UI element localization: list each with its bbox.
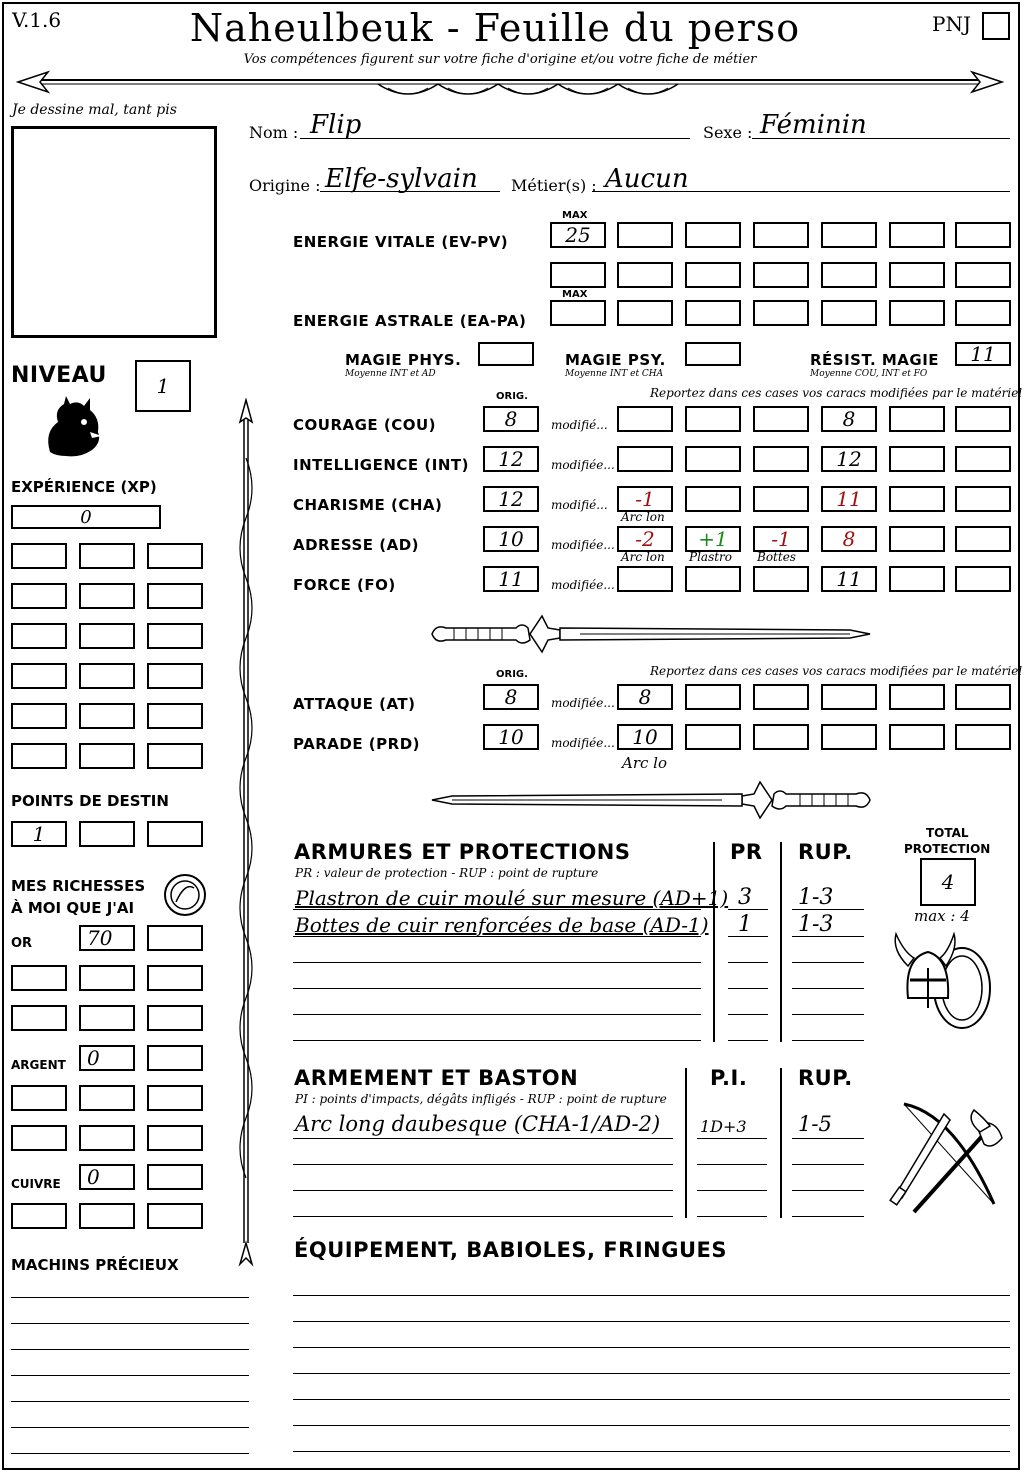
metier-label: Métier(s) : <box>511 176 597 195</box>
stat-cell[interactable] <box>753 406 809 432</box>
prd-cell[interactable] <box>617 724 673 750</box>
cuivre-value: 0 <box>87 1165 100 1189</box>
metier-value[interactable]: Aucun <box>605 164 689 194</box>
argent-label: ARGENT <box>11 1058 66 1072</box>
armor-title: ARMURES ET PROTECTIONS <box>294 840 631 864</box>
stat-label: INTELLIGENCE (INT) <box>293 456 469 474</box>
stat-modified-value <box>755 408 807 430</box>
metier-line <box>592 191 1010 192</box>
ea-cell[interactable] <box>821 300 877 326</box>
niveau-box[interactable] <box>135 360 191 412</box>
stat-orig-value: 8 <box>504 407 518 431</box>
stat-modified-value <box>687 568 739 590</box>
armor-divider <box>780 842 782 1042</box>
ev-max-box[interactable] <box>550 222 606 248</box>
precious-label: MACHINS PRÉCIEUX <box>11 1256 179 1274</box>
ev-cell[interactable] <box>550 262 606 288</box>
stat-orig-value: 10 <box>498 527 524 551</box>
stat-label: CHARISME (CHA) <box>293 496 443 514</box>
xp-cell[interactable] <box>79 623 135 649</box>
ev-max-label: MAX <box>562 210 588 221</box>
niveau-label: NIVEAU <box>11 363 107 388</box>
write-line[interactable] <box>792 1014 864 1015</box>
xp-cell[interactable] <box>79 703 135 729</box>
resist-box[interactable] <box>955 342 1011 366</box>
armor-col-rup: RUP. <box>798 840 853 864</box>
ev-cell[interactable] <box>955 262 1011 288</box>
xp-cell[interactable] <box>79 663 135 689</box>
armor-name: Plastron de cuir moulé sur mesure (AD+1) <box>295 886 729 910</box>
prd-modif-label: modifiée... <box>551 736 615 750</box>
argent-value: 0 <box>87 1046 100 1070</box>
magie-phys-box[interactable] <box>478 342 534 366</box>
at-cell[interactable] <box>889 684 945 710</box>
resist-label: RÉSIST. MAGIE <box>810 351 940 369</box>
xp-cell[interactable] <box>147 743 203 769</box>
magie-psy-box[interactable] <box>685 342 741 366</box>
magie-psy-note: Moyenne INT et CHA <box>565 369 664 379</box>
weapons-legend: PI : points d'impacts, dégâts infligés - RUP : point de rupture <box>295 1092 667 1106</box>
prd-cell[interactable] <box>821 724 877 750</box>
argent-cell[interactable] <box>79 1045 135 1071</box>
stat-modified-value <box>687 408 739 430</box>
page-title: Naheulbeuk - Feuille du perso <box>189 6 801 50</box>
total-max: max : 4 <box>914 907 970 925</box>
stat-cell[interactable] <box>889 446 945 472</box>
ea-max-label: MAX <box>562 289 588 300</box>
xp-cell[interactable] <box>79 583 135 609</box>
ea-cell[interactable] <box>889 300 945 326</box>
sexe-value[interactable]: Féminin <box>760 110 867 140</box>
pnj-checkbox[interactable] <box>982 12 1010 40</box>
write-line[interactable] <box>697 1216 767 1217</box>
cuivre-cell[interactable] <box>147 1164 203 1190</box>
weapons-icon <box>884 1094 1010 1218</box>
ea-label: ENERGIE ASTRALE (EA-PA) <box>293 312 527 330</box>
xp-cell[interactable] <box>11 743 67 769</box>
ev-value: 25 <box>565 223 591 247</box>
ev-cell[interactable] <box>753 262 809 288</box>
xp-cell[interactable] <box>11 543 67 569</box>
stat-orig-box[interactable] <box>483 526 539 552</box>
stats-report-note: Reportez dans ces cases vos caracs modifiées par le matériel <box>650 386 1023 400</box>
stat-orig-value: 12 <box>498 487 524 511</box>
xp-label: EXPÉRIENCE (XP) <box>11 478 157 496</box>
write-line[interactable] <box>293 1216 673 1217</box>
argent-cell[interactable] <box>11 1125 67 1151</box>
stat-cell-note: Plastro <box>689 550 733 564</box>
write-line[interactable] <box>792 1164 864 1165</box>
armor-rup: 1-3 <box>798 885 834 910</box>
stat-cell[interactable] <box>753 526 809 552</box>
magie-psy-label: MAGIE PSY. <box>565 351 666 369</box>
armor-col-pr: PR <box>730 840 763 864</box>
weapon-rup: 1-5 <box>798 1112 832 1136</box>
armor-pr: 3 <box>738 885 752 910</box>
ev-cell[interactable] <box>821 222 877 248</box>
nom-line <box>300 138 690 139</box>
origine-value[interactable]: Elfe-sylvain <box>325 164 478 194</box>
ea-cell[interactable] <box>617 300 673 326</box>
prd-note: Arc lo <box>622 754 667 772</box>
riches-label-1: MES RICHESSES <box>11 877 146 895</box>
stat-cell[interactable] <box>889 486 945 512</box>
resist-value: 11 <box>970 342 996 366</box>
prd-cell[interactable] <box>889 724 945 750</box>
write-line[interactable] <box>792 1190 864 1191</box>
xp-cell[interactable] <box>11 663 67 689</box>
sexe-label: Sexe : <box>703 123 753 142</box>
write-line[interactable] <box>11 1323 249 1324</box>
or-cell[interactable] <box>147 925 203 951</box>
portrait-caption: Je dessine mal, tant pis <box>12 102 177 118</box>
write-line[interactable] <box>11 1297 249 1298</box>
write-line <box>293 909 701 910</box>
ev-cell[interactable] <box>889 262 945 288</box>
or-cell[interactable] <box>147 1005 203 1031</box>
xp-cell[interactable] <box>79 543 135 569</box>
stat-modified-value: -2 <box>635 527 655 551</box>
xp-cell[interactable] <box>11 623 67 649</box>
argent-cell[interactable] <box>79 1085 135 1111</box>
xp-cell[interactable] <box>147 583 203 609</box>
write-line[interactable] <box>293 962 701 963</box>
stat-modified-value: 11 <box>836 567 862 591</box>
prd-label: PARADE (PRD) <box>293 735 421 753</box>
page-subtitle: Vos compétences figurent sur votre fiche d'origine et/ou votre fiche de métier <box>243 52 757 67</box>
prd-orig-value: 10 <box>498 725 524 749</box>
write-line[interactable] <box>728 1040 768 1041</box>
write-line[interactable] <box>728 1014 768 1015</box>
or-value: 70 <box>87 926 113 950</box>
stat-modified-value: 8 <box>842 407 856 431</box>
at-cell[interactable] <box>821 684 877 710</box>
argent-cell[interactable] <box>11 1085 67 1111</box>
stat-cell-note: Bottes <box>757 550 796 564</box>
ea-cell[interactable] <box>955 300 1011 326</box>
write-line[interactable] <box>293 1425 1010 1426</box>
write-line <box>792 1138 864 1139</box>
stat-modified-value <box>687 488 739 510</box>
stat-cell[interactable] <box>955 446 1011 472</box>
stat-orig-value: 11 <box>498 567 524 591</box>
stat-cell[interactable] <box>753 446 809 472</box>
stats-orig-label: ORIG. <box>496 391 528 402</box>
or-cell[interactable] <box>147 965 203 991</box>
write-line[interactable] <box>293 1451 1010 1452</box>
stat-cell[interactable] <box>821 566 877 592</box>
write-line <box>792 909 864 910</box>
stat-cell[interactable] <box>889 566 945 592</box>
stat-modified-value: -1 <box>771 527 791 551</box>
or-cell[interactable] <box>79 925 135 951</box>
write-line[interactable] <box>11 1401 249 1402</box>
portrait-box[interactable] <box>11 126 217 338</box>
xp-cell[interactable] <box>79 743 135 769</box>
origine-label: Origine : <box>249 176 321 195</box>
write-line[interactable] <box>293 1190 673 1191</box>
weapons-col-rup: RUP. <box>798 1066 853 1090</box>
stat-modified-value: 8 <box>842 527 856 551</box>
at-cell[interactable] <box>685 684 741 710</box>
write-line[interactable] <box>11 1427 249 1428</box>
xp-cell[interactable] <box>11 703 67 729</box>
weapons-divider <box>685 1068 687 1218</box>
combat-orig-label: ORIG. <box>496 669 528 680</box>
armor-pr: 1 <box>738 912 752 937</box>
equipment-title: ÉQUIPEMENT, BABIOLES, FRINGUES <box>294 1238 727 1262</box>
write-line[interactable] <box>293 1347 1010 1348</box>
stat-cell[interactable] <box>617 566 673 592</box>
magie-phys-note: Moyenne INT et AD <box>345 369 436 379</box>
write-line[interactable] <box>293 1164 673 1165</box>
destin-cell[interactable] <box>11 821 67 847</box>
ea-cell[interactable] <box>685 300 741 326</box>
total-label-2: PROTECTION <box>904 842 991 856</box>
at-orig-box[interactable] <box>483 684 539 710</box>
write-line[interactable] <box>293 988 701 989</box>
write-line[interactable] <box>293 1040 701 1041</box>
stat-modified-value <box>619 568 671 590</box>
cuivre-cell[interactable] <box>79 1164 135 1190</box>
write-line[interactable] <box>792 988 864 989</box>
pnj-label: PNJ <box>932 12 971 36</box>
stat-modif-label: modifiée... <box>551 578 615 592</box>
at-cell[interactable] <box>753 684 809 710</box>
ev-cell[interactable] <box>889 222 945 248</box>
at-modified-value: 8 <box>638 685 652 709</box>
version-label: V.1.6 <box>12 8 62 32</box>
armor-rup: 1-3 <box>798 912 834 937</box>
destin-value: 1 <box>32 822 46 846</box>
stat-cell[interactable] <box>685 566 741 592</box>
stat-cell[interactable] <box>821 446 877 472</box>
write-line[interactable] <box>728 988 768 989</box>
xp-value: 0 <box>80 506 92 528</box>
stat-cell[interactable] <box>753 566 809 592</box>
sword-icon <box>430 778 872 822</box>
stat-modified-value <box>619 448 671 470</box>
stat-cell[interactable] <box>889 526 945 552</box>
destin-cell[interactable] <box>147 821 203 847</box>
xp-box[interactable] <box>11 505 161 529</box>
or-cell[interactable] <box>79 965 135 991</box>
niveau-value: 1 <box>156 374 170 398</box>
sword-icon <box>430 612 872 656</box>
at-orig-value: 8 <box>504 685 518 709</box>
at-cell[interactable] <box>617 684 673 710</box>
stat-orig-box[interactable] <box>483 486 539 512</box>
write-line[interactable] <box>293 1295 1010 1296</box>
write-line <box>792 936 864 937</box>
origine-line <box>320 191 500 192</box>
write-line[interactable] <box>11 1375 249 1376</box>
stat-cell[interactable] <box>617 406 673 432</box>
or-label: OR <box>11 936 33 951</box>
armor-name: Bottes de cuir renforcées de base (AD-1) <box>295 913 709 937</box>
stat-orig-box[interactable] <box>483 406 539 432</box>
stat-cell[interactable] <box>685 526 741 552</box>
stat-orig-box[interactable] <box>483 446 539 472</box>
stat-modif-label: modifiée... <box>551 538 615 552</box>
write-line[interactable] <box>792 1040 864 1041</box>
stat-cell[interactable] <box>753 486 809 512</box>
write-line <box>728 909 768 910</box>
stat-cell-note: Arc lon <box>621 550 665 564</box>
write-line[interactable] <box>11 1453 249 1454</box>
stat-cell[interactable] <box>955 486 1011 512</box>
stat-modified-value <box>619 408 671 430</box>
write-line <box>697 1138 767 1139</box>
write-line[interactable] <box>293 1373 1010 1374</box>
argent-cell[interactable] <box>147 1045 203 1071</box>
write-line[interactable] <box>697 1164 767 1165</box>
or-cell[interactable] <box>11 965 67 991</box>
vertical-spear-icon <box>228 398 264 1268</box>
write-line <box>728 936 768 937</box>
at-cell[interactable] <box>955 684 1011 710</box>
ev-cell[interactable] <box>821 262 877 288</box>
stat-cell[interactable] <box>617 446 673 472</box>
stat-label: ADRESSE (AD) <box>293 536 420 554</box>
stat-orig-value: 12 <box>498 447 524 471</box>
stat-modified-value: +1 <box>698 527 728 551</box>
stat-cell[interactable] <box>889 406 945 432</box>
ev-cell[interactable] <box>753 222 809 248</box>
write-line[interactable] <box>11 1349 249 1350</box>
stat-cell[interactable] <box>685 406 741 432</box>
argent-cell[interactable] <box>147 1085 203 1111</box>
or-cell[interactable] <box>79 1005 135 1031</box>
write-line[interactable] <box>293 1399 1010 1400</box>
at-label: ATTAQUE (AT) <box>293 695 416 713</box>
stat-modified-value <box>755 448 807 470</box>
cuivre-cell[interactable] <box>79 1203 135 1229</box>
write-line[interactable] <box>293 1321 1010 1322</box>
stat-cell[interactable] <box>955 526 1011 552</box>
ev-cell[interactable] <box>685 222 741 248</box>
armor-divider <box>713 842 715 1042</box>
prd-cell[interactable] <box>955 724 1011 750</box>
stat-cell[interactable] <box>821 486 877 512</box>
weapons-title: ARMEMENT ET BASTON <box>294 1066 579 1090</box>
write-line[interactable] <box>792 1216 864 1217</box>
stat-cell-note: Arc lon <box>621 510 665 524</box>
stat-orig-box[interactable] <box>483 566 539 592</box>
weapon-name: Arc long daubesque (CHA-1/AD-2) <box>295 1112 661 1136</box>
write-line[interactable] <box>792 962 864 963</box>
write-line[interactable] <box>728 962 768 963</box>
combat-report-note: Reportez dans ces cases vos caracs modifiées par le matériel <box>650 664 1023 678</box>
resist-note: Moyenne COU, INT et FO <box>810 369 928 379</box>
ev-cell[interactable] <box>617 262 673 288</box>
nom-value[interactable]: Flip <box>310 110 362 140</box>
stat-cell[interactable] <box>617 526 673 552</box>
stat-label: COURAGE (COU) <box>293 416 437 434</box>
stat-modified-value: -1 <box>635 487 655 511</box>
prd-cell[interactable] <box>685 724 741 750</box>
ea-cell[interactable] <box>753 300 809 326</box>
argent-cell[interactable] <box>147 1125 203 1151</box>
xp-cell[interactable] <box>147 703 203 729</box>
cuivre-label: CUIVRE <box>11 1177 61 1191</box>
write-line <box>293 1138 673 1139</box>
weapon-pi: 1D+3 <box>700 1117 747 1136</box>
cuivre-cell[interactable] <box>11 1203 67 1229</box>
total-protection-box[interactable] <box>920 858 976 906</box>
stat-cell[interactable] <box>955 406 1011 432</box>
prd-cell[interactable] <box>753 724 809 750</box>
stat-modified-value: 12 <box>836 447 862 471</box>
stat-cell[interactable] <box>685 486 741 512</box>
dragon-icon <box>40 392 104 462</box>
stat-modified-value <box>755 568 807 590</box>
ev-cell[interactable] <box>685 262 741 288</box>
ev-cell[interactable] <box>617 222 673 248</box>
armor-legend: PR : valeur de protection - RUP : point de rupture <box>295 866 599 880</box>
stat-modif-label: modifiée... <box>551 458 615 472</box>
at-modif-label: modifiée... <box>551 696 615 710</box>
prd-orig-box[interactable] <box>483 724 539 750</box>
write-line[interactable] <box>697 1190 767 1191</box>
argent-cell[interactable] <box>79 1125 135 1151</box>
ea-max-box[interactable] <box>550 300 606 326</box>
ev-cell[interactable] <box>955 222 1011 248</box>
coin-icon <box>162 872 208 918</box>
sexe-line <box>752 138 1010 139</box>
destin-label: POINTS DE DESTIN <box>11 792 169 810</box>
magie-phys-label: MAGIE PHYS. <box>345 351 462 369</box>
cuivre-cell[interactable] <box>147 1203 203 1229</box>
stat-cell[interactable] <box>617 486 673 512</box>
stat-modif-label: modifié... <box>551 418 608 432</box>
destin-cell[interactable] <box>79 821 135 847</box>
xp-cell[interactable] <box>11 583 67 609</box>
write-line[interactable] <box>293 1014 701 1015</box>
stat-cell[interactable] <box>821 526 877 552</box>
stat-cell[interactable] <box>685 446 741 472</box>
ev-label: ENERGIE VITALE (EV-PV) <box>293 233 509 251</box>
total-value: 4 <box>941 870 955 894</box>
stat-cell[interactable] <box>955 566 1011 592</box>
stat-modified-value <box>755 488 807 510</box>
xp-cell[interactable] <box>147 663 203 689</box>
weapons-col-pi: P.I. <box>710 1066 748 1090</box>
weapons-divider <box>780 1068 782 1218</box>
riches-label-2: À MOI QUE J'AI <box>11 899 135 917</box>
stat-label: FORCE (FO) <box>293 576 396 594</box>
write-line <box>293 936 701 937</box>
stat-modif-label: modifié... <box>551 498 608 512</box>
helmet-shield-icon <box>888 928 994 1038</box>
prd-modified-value: 10 <box>632 725 658 749</box>
xp-cell[interactable] <box>147 623 203 649</box>
stat-modified-value <box>687 448 739 470</box>
or-cell[interactable] <box>11 1005 67 1031</box>
xp-cell[interactable] <box>147 543 203 569</box>
total-label-1: TOTAL <box>926 826 969 840</box>
nom-label: Nom : <box>249 123 299 142</box>
stat-cell[interactable] <box>821 406 877 432</box>
stat-modified-value: 11 <box>836 487 862 511</box>
